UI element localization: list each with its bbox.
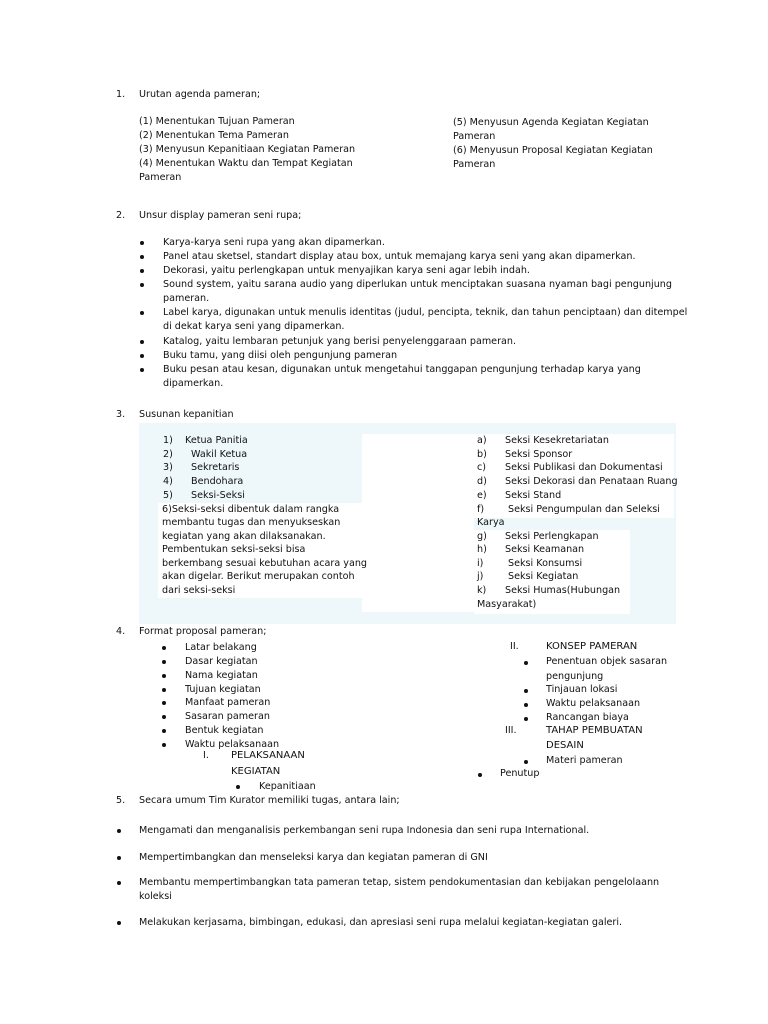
section-item-num-f: f) bbox=[477, 504, 485, 515]
bullet-icon bbox=[140, 269, 144, 273]
section-item-num-h: h) bbox=[477, 544, 487, 555]
committee-num-1: 1) bbox=[163, 435, 173, 446]
agenda-right-2: Pameran bbox=[453, 131, 496, 142]
committee-para-3: kegiatan yang akan dilaksanakan. bbox=[162, 531, 326, 542]
display-item-6: Katalog, yaitu lembaran petunjuk yang berisi penyelenggaraan pameran. bbox=[163, 336, 517, 347]
bullet-icon bbox=[162, 715, 166, 719]
bullet-icon bbox=[117, 829, 121, 833]
bullet-icon bbox=[140, 340, 144, 344]
committee-panel-gap bbox=[362, 434, 474, 612]
section-item-num-b: b) bbox=[477, 449, 487, 460]
section-item-i: Seksi Konsumsi bbox=[508, 558, 583, 569]
roman-i-title-2: KEGIATAN bbox=[231, 766, 281, 777]
proposal-item-5: Manfaat pameran bbox=[185, 697, 271, 708]
bullet-icon bbox=[524, 703, 528, 707]
committee-role-5: Seksi-Seksi bbox=[191, 490, 245, 501]
section-item-d: Seksi Dekorasi dan Penataan Ruang bbox=[505, 476, 678, 487]
section-item-h: Seksi Keamanan bbox=[505, 544, 585, 555]
display-item-8-cont: dipamerkan. bbox=[163, 378, 224, 389]
section-item-num-e: e) bbox=[477, 490, 487, 501]
bullet-icon bbox=[524, 760, 528, 764]
committee-num-4: 4) bbox=[163, 476, 173, 487]
section-4-title: Format proposal pameran; bbox=[139, 626, 267, 637]
proposal-item-1: Latar belakang bbox=[185, 642, 257, 653]
roman-i-title-1: PELAKSANAAN bbox=[231, 750, 305, 761]
section-item-f: Seksi Pengumpulan dan Seleksi bbox=[508, 504, 660, 515]
section-item-num-g: g) bbox=[477, 531, 487, 542]
proposal-item-8: Waktu pelaksanaan bbox=[185, 739, 280, 750]
bullet-icon bbox=[162, 701, 166, 705]
section-5-number: 5. bbox=[116, 795, 126, 806]
proposal-item-4: Tujuan kegiatan bbox=[185, 684, 261, 695]
section-item-num-c: c) bbox=[477, 462, 487, 473]
section-3-number: 3. bbox=[116, 409, 126, 420]
section-item-num-a: a) bbox=[477, 435, 487, 446]
section-1-number: 1. bbox=[116, 89, 126, 100]
section-4-number: 4. bbox=[116, 626, 126, 637]
display-item-5-cont: di dekat karya seni yang dipamerkan. bbox=[163, 321, 345, 332]
agenda-right-3: (6) Menyusun Proposal Kegiatan Kegiatan bbox=[453, 145, 653, 156]
bullet-icon bbox=[478, 773, 482, 777]
committee-para-2: membantu tugas dan menyukseskan bbox=[162, 517, 341, 528]
roman-iii-number: III. bbox=[505, 725, 517, 736]
committee-num-3: 3) bbox=[163, 462, 173, 473]
committee-role-2: Wakil Ketua bbox=[191, 449, 248, 460]
committee-para-5: berkembang sesuai kebutuhan acara yang bbox=[162, 558, 368, 569]
section-item-b: Seksi Sponsor bbox=[505, 449, 573, 460]
committee-role-3: Sekretaris bbox=[191, 462, 240, 473]
section-5-title: Secara umum Tim Kurator memiliki tugas, antara lain; bbox=[139, 795, 400, 806]
section-item-num-d: d) bbox=[477, 476, 487, 487]
section-item-num-j: j) bbox=[477, 571, 484, 582]
curator-task-4: Melakukan kerjasama, bimbingan, edukasi, dan apresiasi seni rupa melalui kegiatan-kegiatan galeri. bbox=[139, 917, 623, 928]
section-item-k: Seksi Humas(Hubungan bbox=[505, 585, 621, 596]
display-item-4: Sound system, yaitu sarana audio yang diperlukan untuk menciptakan suasana nyaman bagi pengunjung bbox=[163, 279, 672, 290]
bullet-icon bbox=[162, 688, 166, 692]
roman-ii-title: KONSEP PAMERAN bbox=[546, 641, 638, 652]
curator-task-3: Membantu mempertimbangkan tata pameran tetap, sistem pendokumentasian dan kebijakan pengelolaann bbox=[139, 877, 660, 888]
display-item-2: Panel atau sketsel, standart display atau box, untuk memajang karya seni yang akan dipamerkan. bbox=[163, 251, 636, 262]
bullet-icon bbox=[162, 674, 166, 678]
committee-para-1: 6)Seksi-seksi dibentuk dalam rangka bbox=[162, 504, 340, 515]
roman-ii-item-4: Rancangan biaya bbox=[546, 712, 629, 723]
closing-item: Penutup bbox=[500, 768, 540, 779]
agenda-left-3: (3) Menyusun Kepanitiaan Kegiatan Pameran bbox=[139, 144, 356, 155]
section-item-g: Seksi Perlengkapan bbox=[505, 531, 599, 542]
bullet-icon bbox=[524, 661, 528, 665]
section-item-num-i: i) bbox=[477, 558, 484, 569]
proposal-item-7: Bentuk kegiatan bbox=[185, 725, 264, 736]
bullet-icon bbox=[117, 921, 121, 925]
bullet-icon bbox=[140, 354, 144, 358]
bullet-icon bbox=[162, 729, 166, 733]
bullet-icon bbox=[162, 660, 166, 664]
committee-role-4: Bendohara bbox=[191, 476, 244, 487]
roman-ii-item-1-cont: pengunjung bbox=[546, 671, 604, 682]
section-3-title: Susunan kepanitian bbox=[139, 409, 234, 420]
curator-task-3-cont: koleksi bbox=[139, 891, 172, 902]
bullet-icon bbox=[140, 283, 144, 287]
committee-para-4: Pembentukan seksi-seksi bisa bbox=[162, 544, 306, 555]
bullet-icon bbox=[236, 785, 240, 789]
agenda-left-1: (1) Menentukan Tujuan Pameran bbox=[139, 116, 295, 127]
committee-num-2: 2) bbox=[163, 449, 173, 460]
bullet-icon bbox=[524, 717, 528, 721]
committee-num-5: 5) bbox=[163, 490, 173, 501]
roman-i-number: I. bbox=[203, 750, 209, 761]
agenda-left-5: Pameran bbox=[139, 172, 182, 183]
bullet-icon bbox=[140, 311, 144, 315]
bullet-icon bbox=[117, 881, 121, 885]
agenda-left-4: (4) Menentukan Waktu dan Tempat Kegiatan bbox=[139, 158, 353, 169]
roman-ii-number: II. bbox=[510, 641, 519, 652]
bullet-icon bbox=[140, 368, 144, 372]
section-2-number: 2. bbox=[116, 210, 126, 221]
bullet-icon bbox=[524, 689, 528, 693]
proposal-item-2: Dasar kegiatan bbox=[185, 656, 258, 667]
bullet-icon bbox=[140, 241, 144, 245]
agenda-right-4: Pameran bbox=[453, 159, 496, 170]
committee-role-1: Ketua Panitia bbox=[185, 435, 248, 446]
curator-task-1: Mengamati dan menganalisis perkembangan seni rupa Indonesia dan seni rupa International. bbox=[139, 825, 590, 836]
display-item-3: Dekorasi, yaitu perlengkapan untuk menyajikan karya seni agar lebih indah. bbox=[163, 265, 530, 276]
roman-ii-item-2: Tinjauan lokasi bbox=[546, 684, 618, 695]
display-item-4-cont: pameran. bbox=[163, 293, 210, 304]
proposal-item-3: Nama kegiatan bbox=[185, 670, 258, 681]
roman-iii-item-1: Materi pameran bbox=[546, 755, 623, 766]
curator-task-2: Mempertimbangkan dan menseleksi karya dan kegiatan pameran di GNI bbox=[139, 852, 488, 863]
display-item-8: Buku pesan atau kesan, digunakan untuk mengetahui tanggapan pengunjung terhadap karya yang bbox=[163, 364, 641, 375]
section-2-title: Unsur display pameran seni rupa; bbox=[139, 210, 302, 221]
section-item-num-k: k) bbox=[477, 585, 487, 596]
committee-para-6: akan digelar. Berikut merupakan contoh bbox=[162, 571, 355, 582]
bullet-icon bbox=[162, 743, 166, 747]
bullet-icon bbox=[162, 646, 166, 650]
section-item-k-cont: Masyarakat) bbox=[477, 599, 537, 610]
section-item-a: Seksi Kesekretariatan bbox=[505, 435, 609, 446]
section-item-j: Seksi Kegiatan bbox=[508, 571, 579, 582]
section-1-title: Urutan agenda pameran; bbox=[139, 89, 261, 100]
roman-iii-title-1: TAHAP PEMBUATAN bbox=[546, 725, 643, 736]
bullet-icon bbox=[117, 856, 121, 860]
bullet-icon bbox=[140, 255, 144, 259]
display-item-1: Karya-karya seni rupa yang akan dipamerkan. bbox=[163, 237, 385, 248]
committee-para-7: dari seksi-seksi bbox=[162, 585, 236, 596]
agenda-right-1: (5) Menyusun Agenda Kegiatan Kegiatan bbox=[453, 117, 649, 128]
agenda-left-2: (2) Menentukan Tema Pameran bbox=[139, 130, 289, 141]
section-item-f-cont: Karya bbox=[477, 517, 505, 528]
display-item-5: Label karya, digunakan untuk menulis identitas (judul, pencipta, teknik, dan tahun penciptaan) dan ditempel bbox=[163, 307, 688, 318]
section-item-e: Seksi Stand bbox=[505, 490, 562, 501]
roman-i-item-1: Kepanitiaan bbox=[259, 781, 316, 792]
roman-ii-item-3: Waktu pelaksanaan bbox=[546, 698, 641, 709]
roman-iii-title-2: DESAIN bbox=[546, 740, 584, 751]
display-item-7: Buku tamu, yang diisi oleh pengunjung pameran bbox=[163, 350, 398, 361]
section-item-c: Seksi Publikasi dan Dokumentasi bbox=[505, 462, 663, 473]
proposal-item-6: Sasaran pameran bbox=[185, 711, 270, 722]
roman-ii-item-1: Penentuan objek sasaran bbox=[546, 656, 668, 667]
